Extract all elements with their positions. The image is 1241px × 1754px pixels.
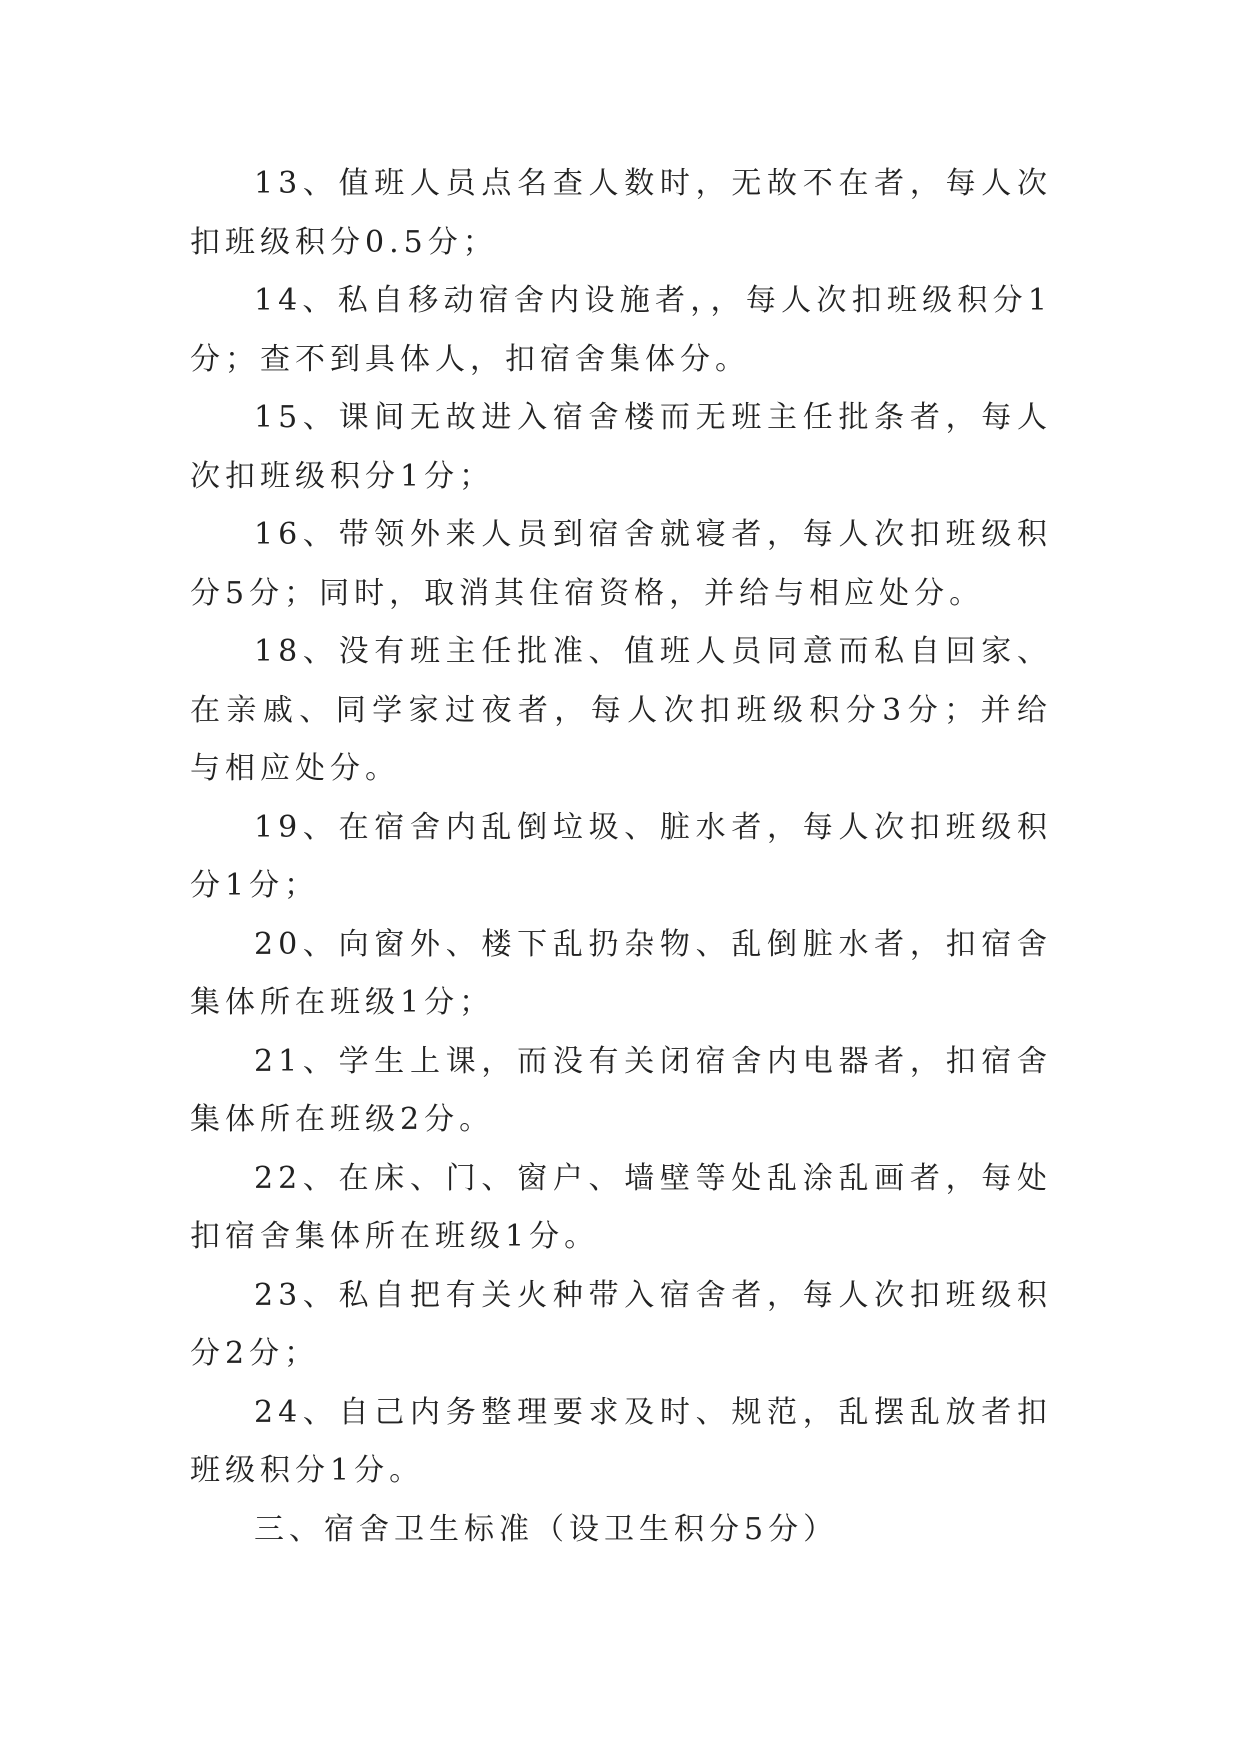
paragraph-rule-21: 21、学生上课，而没有关闭宿舍内电器者，扣宿舍集体所在班级2分。 bbox=[190, 1043, 1052, 1137]
paragraph-rule-13: 13、值班人员点名查人数时，无故不在者，每人次扣班级积分0.5分； bbox=[190, 166, 1052, 260]
section-heading-hygiene-standard: 三、宿舍卫生标准（设卫生积分5分） bbox=[254, 1511, 839, 1547]
paragraph-rule-22: 22、在床、门、窗户、墙壁等处乱涂乱画者，每处扣宿舍集体所在班级1分。 bbox=[190, 1160, 1052, 1254]
paragraph-rule-16: 16、带领外来人员到宿舍就寝者，每人次扣班级积分5分；同时，取消其住宿资格，并给与相应处分。 bbox=[190, 517, 1052, 611]
paragraph-rule-24: 24、自己内务整理要求及时、规范，乱摆乱放者扣班级积分1分。 bbox=[190, 1394, 1052, 1488]
paragraph-rule-19: 19、在宿舍内乱倒垃圾、脏水者，每人次扣班级积分1分； bbox=[190, 809, 1052, 903]
paragraph-rule-23: 23、私自把有关火种带入宿舍者，每人次扣班级积分2分； bbox=[190, 1277, 1052, 1371]
paragraph-rule-20: 20、向窗外、楼下乱扔杂物、乱倒脏水者，扣宿舍集体所在班级1分； bbox=[190, 926, 1052, 1020]
paragraph-rule-15: 15、课间无故进入宿舍楼而无班主任批条者，每人次扣班级积分1分； bbox=[190, 400, 1052, 494]
paragraph-rule-18: 18、没有班主任批准、值班人员同意而私自回家、在亲戚、同学家过夜者，每人次扣班级积分3分；并给与相应处分。 bbox=[190, 634, 1052, 786]
document-page bbox=[190, 155, 1052, 1559]
paragraph-rule-14: 14、私自移动宿舍内设施者，，每人次扣班级积分1分；查不到具体人，扣宿舍集体分。 bbox=[190, 283, 1052, 377]
